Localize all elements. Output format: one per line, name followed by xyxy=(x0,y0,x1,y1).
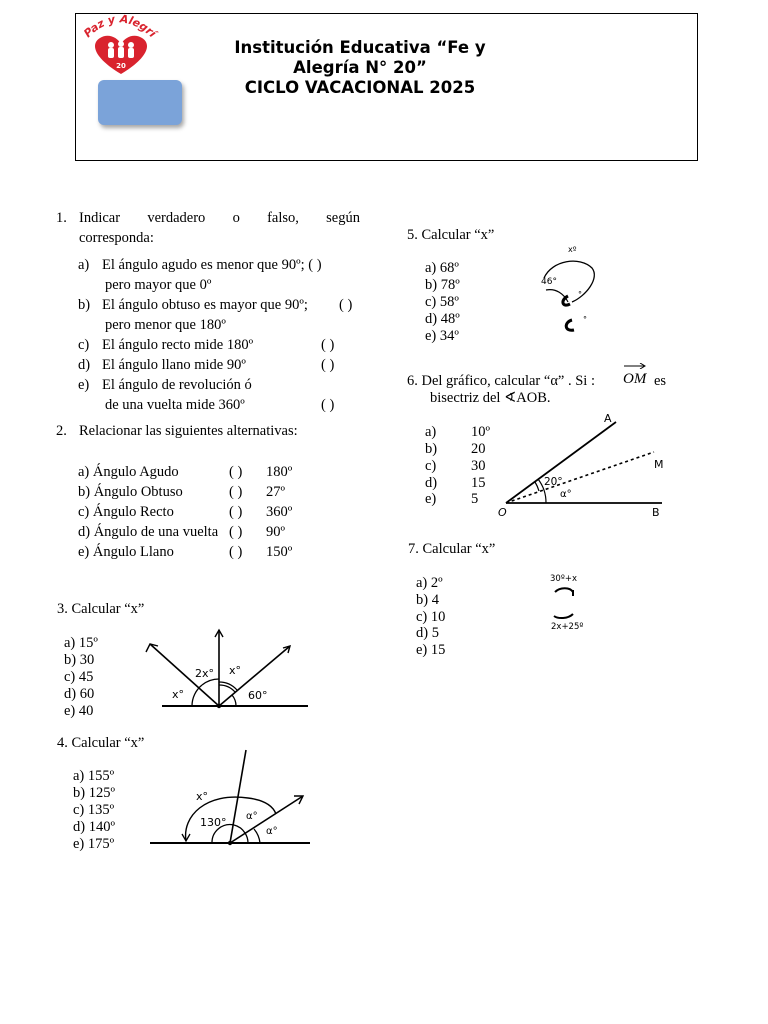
q6-option-value: 30 xyxy=(471,458,486,474)
q1-item-paren: ( ) xyxy=(321,357,335,373)
q6-option-letter: d) xyxy=(425,475,438,491)
q6-angle-symbol: ∢ xyxy=(504,390,517,406)
q4-option: d) 140º xyxy=(73,819,115,835)
q1-item-letter: b) xyxy=(78,297,91,313)
q3-option: d) 60 xyxy=(64,686,95,702)
q5-label-deg1: ° xyxy=(578,290,582,299)
q1-title-line1 xyxy=(79,210,360,227)
q6-angle-figure xyxy=(494,410,674,522)
q4-option: a) 155º xyxy=(73,768,115,784)
q2-item-left: b) Ángulo Obtuso xyxy=(78,484,183,500)
q5-label-deg2: ° xyxy=(583,315,587,324)
q5-option: b) 78º xyxy=(425,277,460,293)
q5-option: c) 58º xyxy=(425,294,459,310)
q1-item-paren: ( ) xyxy=(339,297,353,313)
q6-title-line1 xyxy=(407,373,595,390)
q3-angle-figure xyxy=(140,622,320,714)
q3-option: b) 30 xyxy=(64,652,95,668)
q1-item-paren: ( ) xyxy=(321,397,335,413)
q2-item-paren: ( ) xyxy=(229,504,243,520)
q2-item-right: 150º xyxy=(266,544,293,560)
q6-option-value: 10º xyxy=(471,424,490,440)
q4-option: b) 125º xyxy=(73,785,115,801)
q7-label-top: 30º+x xyxy=(550,574,577,584)
q2-item-left: a) Ángulo Agudo xyxy=(78,464,179,480)
q1-item-paren: ( ) xyxy=(321,337,335,353)
q6-label-A: A xyxy=(604,412,612,425)
q1-word: o xyxy=(232,210,240,226)
q3-title: 3. Calcular “x” xyxy=(57,601,145,617)
q4-option: e) 175º xyxy=(73,836,115,852)
title-line-3: CICLO VACACIONAL 2025 xyxy=(244,78,476,97)
q1-word: falso, xyxy=(267,210,299,226)
q6-option-letter: c) xyxy=(425,458,437,474)
q1-word: verdadero xyxy=(147,210,206,226)
q2-item-right: 27º xyxy=(266,484,285,500)
q4-option: c) 135º xyxy=(73,802,115,818)
q2-item-paren: ( ) xyxy=(229,544,243,560)
q7-option: b) 4 xyxy=(416,592,439,608)
q1-item-text: El ángulo agudo es menor que 90º; ( ) xyxy=(102,257,322,273)
q2-item-left: c) Ángulo Recto xyxy=(78,504,174,520)
q6-option-letter: a) xyxy=(425,424,437,440)
q2-item-paren: ( ) xyxy=(229,464,243,480)
q1-title-line2: corresponda: xyxy=(79,230,154,246)
q6-label-B: B xyxy=(652,506,660,519)
q4-label-alpha2: α° xyxy=(266,826,278,837)
q4-label-x: x° xyxy=(196,790,209,803)
title-line-1: Institución Educativa “Fe y xyxy=(234,38,486,57)
q7-title: 7. Calcular “x” xyxy=(408,541,496,557)
q6-title-text: 6. Del gráfico, calcular “ xyxy=(407,373,551,389)
q7-option: a) 2º xyxy=(416,575,443,591)
q6-title-line2 xyxy=(430,390,551,407)
q7-option: e) 15 xyxy=(416,642,446,658)
q1-number: 1. xyxy=(56,210,67,226)
q3-option: e) 40 xyxy=(64,703,94,719)
q2-item-right: 360º xyxy=(266,504,293,520)
q1-item-letter: e) xyxy=(78,377,90,393)
q3-option: c) 45 xyxy=(64,669,94,685)
q2-item-left: e) Ángulo Llano xyxy=(78,544,174,560)
q4-title: 4. Calcular “x” xyxy=(57,735,145,751)
q3-label-x-right: x° xyxy=(229,664,242,677)
q6-option-value: 15 xyxy=(471,475,486,491)
q3-label-60: 60° xyxy=(248,689,268,702)
q7-label-bottom: 2x+25º xyxy=(551,622,584,632)
blue-decorative-box xyxy=(98,80,182,125)
q7-angle-figure xyxy=(544,570,594,634)
svg-text:20: 20 xyxy=(116,62,126,70)
q4-label-alpha1: α° xyxy=(246,811,258,822)
q3-label-2x: 2x° xyxy=(195,667,215,680)
q6-om-text: OM xyxy=(623,371,647,387)
q1-item-text: El ángulo de revolución ó xyxy=(102,377,252,393)
q1-word: según xyxy=(326,210,360,226)
q3-label-x-left: x° xyxy=(172,688,185,701)
q5-option: d) 48º xyxy=(425,311,460,327)
q2-item-paren: ( ) xyxy=(229,524,243,540)
q1-item-text2: de una vuelta mide 360º xyxy=(105,397,245,413)
q1-word: Indicar xyxy=(79,210,121,226)
q4-label-130: 130° xyxy=(200,816,227,829)
q1-item-text: El ángulo llano mide 90º xyxy=(102,357,246,373)
q1-item-text: El ángulo obtuso es mayor que 90º; xyxy=(102,297,308,313)
q6-option-value: 20 xyxy=(471,441,486,457)
q5-label-x: xº xyxy=(568,245,577,254)
q5-option: a) 68º xyxy=(425,260,459,276)
q6-label-O: O xyxy=(498,506,507,519)
q1-item-text: El ángulo recto mide 180º xyxy=(102,337,254,353)
q1-item-letter: a) xyxy=(78,257,90,273)
q6-title-text: ” . Si : xyxy=(557,373,595,389)
q3-option: a) 15º xyxy=(64,635,98,651)
q7-option: c) 10 xyxy=(416,609,446,625)
q2-title: Relacionar las siguientes alternativas: xyxy=(79,423,298,439)
school-logo xyxy=(82,14,160,78)
q7-option: d) 5 xyxy=(416,625,439,641)
q6-title-es: es xyxy=(654,373,667,389)
q6-label-M: M xyxy=(654,458,664,471)
q2-item-paren: ( ) xyxy=(229,484,243,500)
q1-item-letter: d) xyxy=(78,357,91,373)
q6-alpha: α xyxy=(550,373,558,389)
q6-label-alpha: α° xyxy=(560,489,572,500)
q5-option: e) 34º xyxy=(425,328,459,344)
q1-item-letter: c) xyxy=(78,337,90,353)
page-title xyxy=(190,38,530,98)
q1-item-text2: pero mayor que 0º xyxy=(105,277,212,293)
q2-item-right: 180º xyxy=(266,464,293,480)
q2-item-left: d) Ángulo de una vuelta xyxy=(78,524,219,540)
q2-item-right: 90º xyxy=(266,524,285,540)
q6-option-letter: e) xyxy=(425,491,437,507)
q6-title-text: AOB. xyxy=(516,390,551,406)
q5-angle-figure xyxy=(530,240,610,336)
q4-angle-figure xyxy=(148,748,314,852)
q1-item-text2: pero menor que 180º xyxy=(105,317,226,333)
q6-title-text: bisectriz del xyxy=(430,390,505,406)
q5-label-46: 46° xyxy=(541,277,557,287)
q5-title: 5. Calcular “x” xyxy=(407,227,495,243)
title-line-2: Alegría N° 20” xyxy=(293,58,427,77)
q6-label-20: 20° xyxy=(544,476,563,488)
q6-om-vector xyxy=(623,365,646,388)
svg-text:Paz y Alegría: Paz y Alegrí xyxy=(82,14,159,41)
q2-number: 2. xyxy=(56,423,67,439)
q6-option-value: 5 xyxy=(471,491,479,507)
q6-option-letter: b) xyxy=(425,441,438,457)
